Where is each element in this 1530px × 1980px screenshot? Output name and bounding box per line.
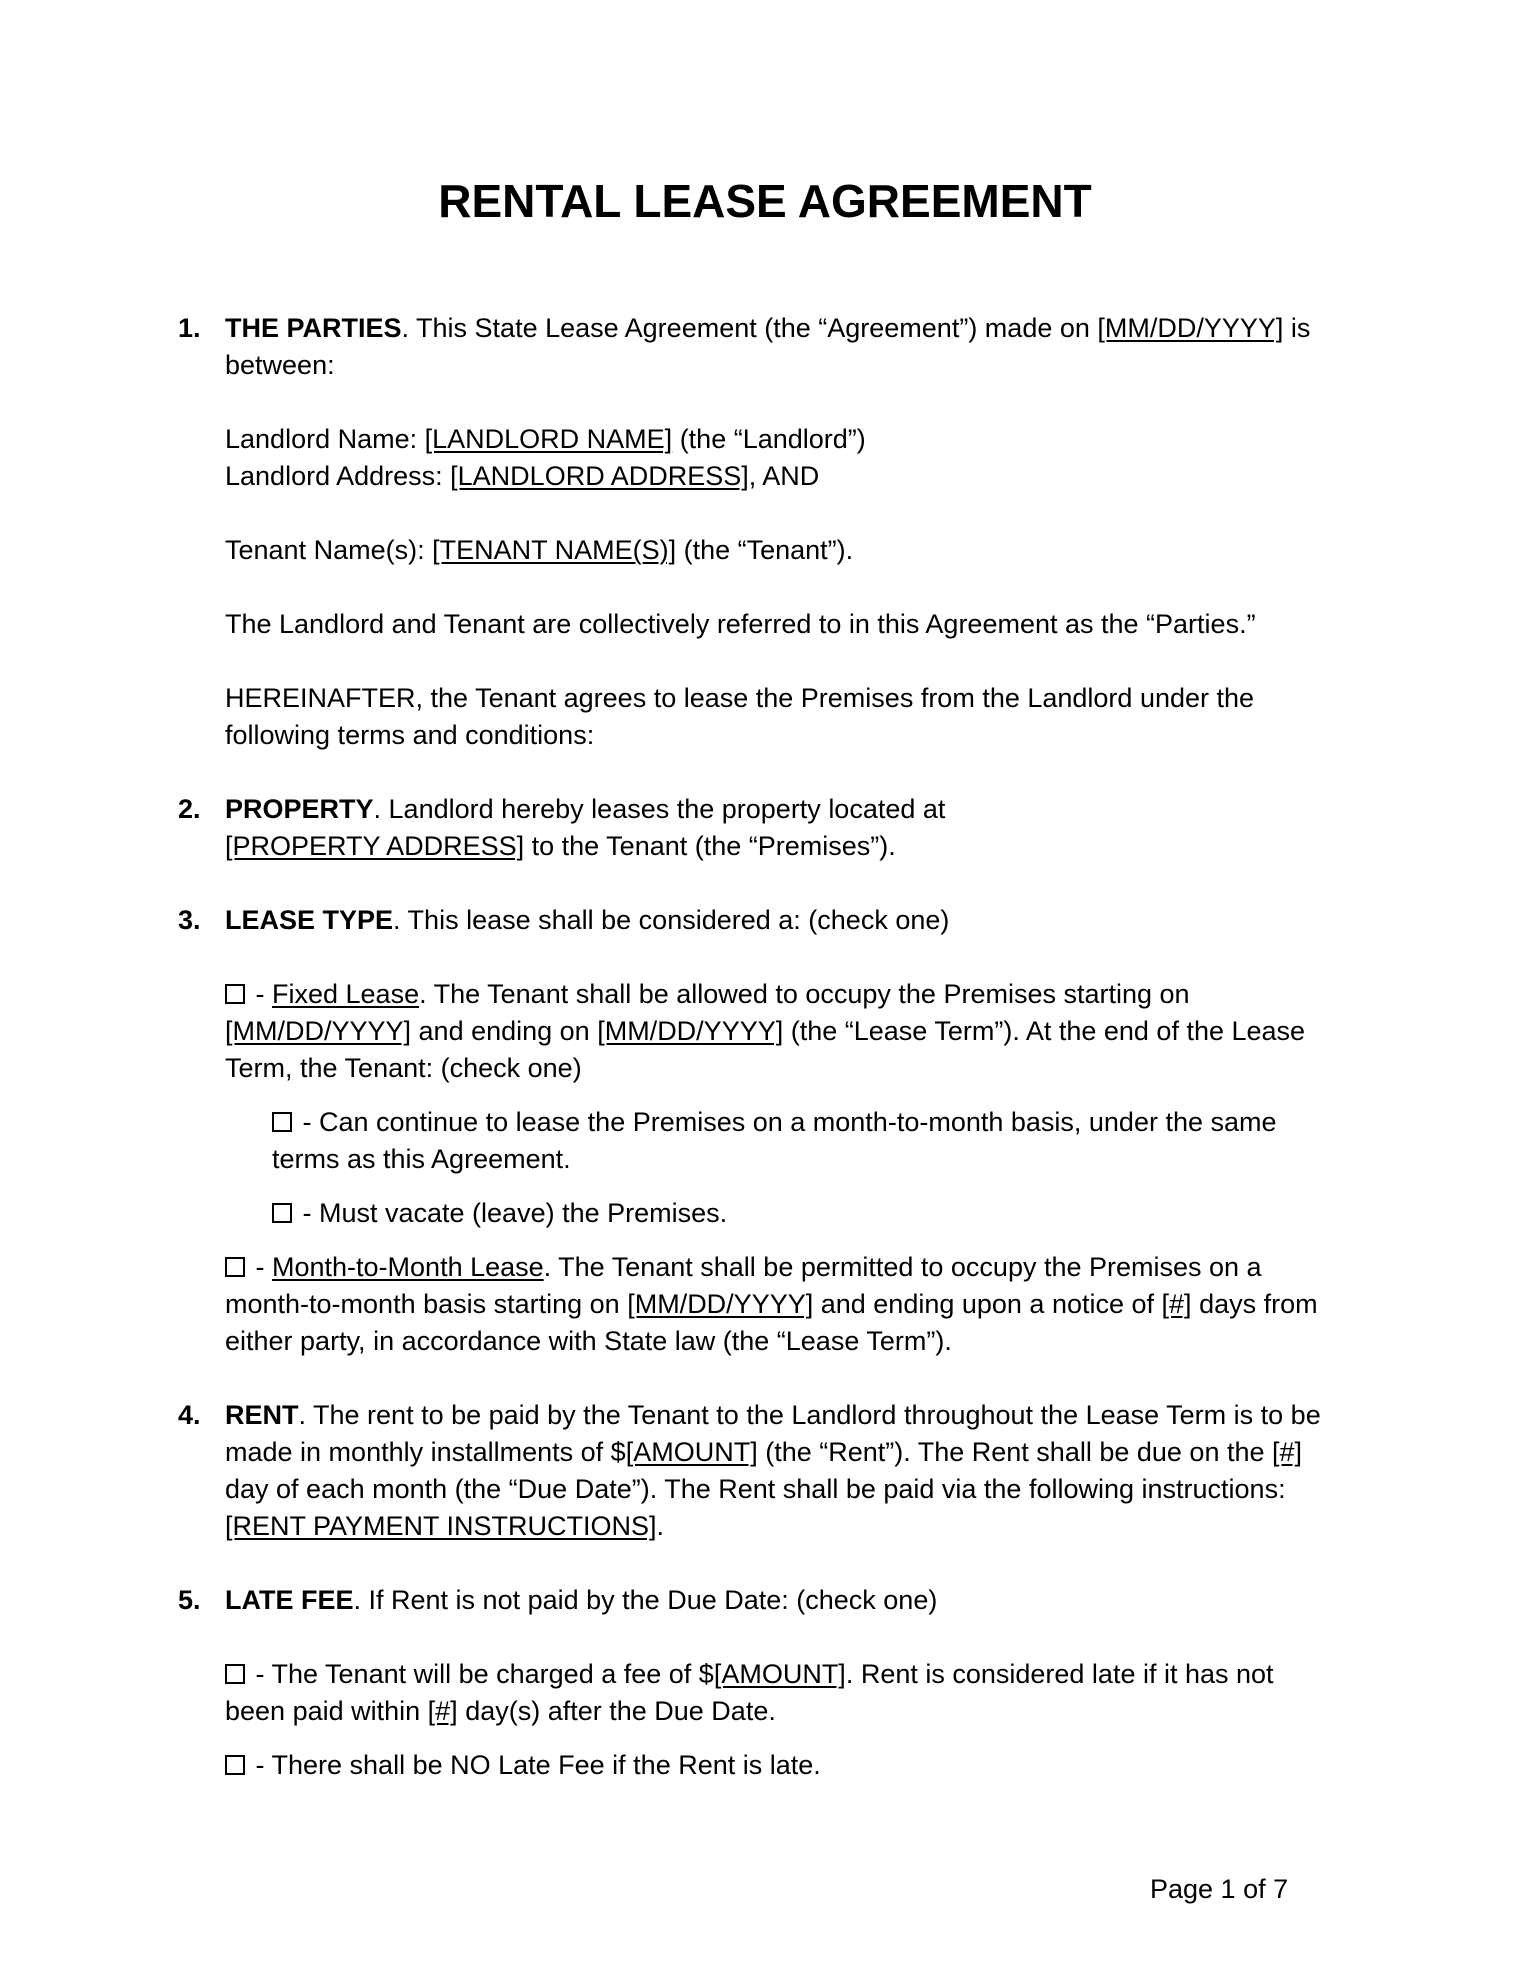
- text-run: (the “Landlord”): [672, 424, 866, 454]
- text-run: . Rent is considered late if it has not: [845, 1659, 1274, 1689]
- text-run: day(s) after the Due Date.: [457, 1696, 776, 1726]
- text-run: is: [1283, 313, 1311, 343]
- document-title: RENTAL LEASE AGREEMENT: [438, 175, 1092, 227]
- text-run: -: [248, 979, 272, 1009]
- text-line: [225, 1656, 1352, 1693]
- field-placeholder[interactable]: [#]: [1272, 1437, 1303, 1467]
- text-line: [225, 347, 1352, 384]
- text-run: - There shall be NO Late Fee if the Rent is late.: [248, 1750, 821, 1780]
- text-line: [225, 1286, 1352, 1323]
- section-rent: [178, 1397, 1352, 1545]
- section-lease-type: [178, 902, 1352, 939]
- section-number: 1.: [178, 313, 201, 343]
- text-run: (the “Tenant”).: [676, 535, 854, 565]
- checkbox-icon[interactable]: [225, 1664, 245, 1684]
- text-run: Tenant Name(s):: [225, 535, 433, 565]
- section-late-fee: [178, 1582, 1352, 1619]
- option-continue-month-to-month: [178, 1104, 1352, 1178]
- text-line: [225, 1050, 1352, 1087]
- field-placeholder[interactable]: [#]: [1161, 1289, 1192, 1319]
- section-heading: PROPERTY: [225, 794, 374, 824]
- landlord-info: [178, 421, 1352, 495]
- section-number: 5.: [178, 1585, 201, 1615]
- text-run: Landlord Name:: [225, 424, 425, 454]
- option-late-fee-charged: [178, 1656, 1352, 1730]
- text-run: Term, the Tenant: (check one): [225, 1053, 582, 1083]
- section-number: 3.: [178, 905, 201, 935]
- field-placeholder[interactable]: [AMOUNT]: [625, 1437, 758, 1467]
- text-run: made in monthly installments of $: [225, 1437, 626, 1467]
- checkbox-icon[interactable]: [272, 1203, 292, 1223]
- text-line: [225, 532, 1352, 569]
- field-placeholder[interactable]: [MM/DD/YYYY]: [225, 1016, 412, 1046]
- text-run: day of each month (the “Due Date”). The Rent shall be paid via the following instructions:: [225, 1474, 1286, 1504]
- text-run: following terms and conditions:: [225, 720, 595, 750]
- text-run: The Landlord and Tenant are collectively referred to in this Agreement as the “Parties.”: [225, 609, 1256, 639]
- text-line: [225, 1693, 1352, 1730]
- section-the-parties: [178, 310, 1352, 384]
- field-placeholder[interactable]: [#]: [427, 1696, 458, 1726]
- text-line: [225, 310, 1352, 347]
- text-run: (the “Lease Term”). At the end of the Lease: [783, 1016, 1306, 1046]
- text-line: [225, 1508, 1352, 1545]
- text-run: between:: [225, 350, 335, 380]
- text-run: . This State Lease Agreement (the “Agreement”) made on: [401, 313, 1098, 343]
- text-run: - Must vacate (leave) the Premises.: [295, 1198, 728, 1228]
- field-placeholder[interactable]: [AMOUNT]: [713, 1659, 846, 1689]
- section-number: 2.: [178, 794, 201, 824]
- text-run: been paid within: [225, 1696, 428, 1726]
- section-heading: LATE FEE: [225, 1585, 354, 1615]
- text-line: [225, 1249, 1352, 1286]
- text-line: [225, 976, 1352, 1013]
- text-run: month-to-month basis starting on: [225, 1289, 628, 1319]
- underlined-term: Fixed Lease: [272, 979, 420, 1009]
- section-heading: RENT: [225, 1400, 299, 1430]
- text-run: . If Rent is not paid by the Due Date: (check one): [353, 1585, 938, 1615]
- text-run: .: [656, 1511, 665, 1541]
- text-line: [225, 902, 1352, 939]
- text-run: . The Tenant shall be permitted to occupy the Premises on a: [543, 1252, 1262, 1282]
- field-placeholder[interactable]: [MM/DD/YYYY]: [1097, 313, 1284, 343]
- section-property: [178, 791, 1352, 865]
- text-line: [225, 680, 1352, 717]
- text-run: . The rent to be paid by the Tenant to the Landlord throughout the Lease Term is to be: [298, 1400, 1321, 1430]
- text-run: -: [248, 1252, 272, 1282]
- text-run: . Landlord hereby leases the property located at: [373, 794, 946, 824]
- text-run: either party, in accordance with State law (the “Lease Term”).: [225, 1326, 952, 1356]
- field-placeholder[interactable]: [MM/DD/YYYY]: [597, 1016, 784, 1046]
- text-run: and ending upon a notice of: [813, 1289, 1162, 1319]
- text-line: [225, 791, 1352, 828]
- checkbox-icon[interactable]: [272, 1112, 292, 1132]
- field-placeholder[interactable]: [LANDLORD NAME]: [424, 424, 673, 454]
- section-heading: LEASE TYPE: [225, 905, 394, 935]
- option-must-vacate: [178, 1195, 1352, 1232]
- text-line: [225, 421, 1352, 458]
- text-run: and ending on: [411, 1016, 598, 1046]
- text-line: [225, 1747, 1352, 1784]
- text-line: [272, 1104, 1352, 1141]
- text-run: Landlord Address:: [225, 461, 451, 491]
- text-line: [225, 1434, 1352, 1471]
- tenant-info: [178, 532, 1352, 569]
- text-line: [225, 1397, 1352, 1434]
- text-line: [225, 717, 1352, 754]
- field-placeholder[interactable]: [LANDLORD ADDRESS]: [450, 461, 749, 491]
- document-body: [178, 310, 1352, 1784]
- text-line: [225, 1582, 1352, 1619]
- text-run: . The Tenant shall be allowed to occupy the Premises starting on: [419, 979, 1190, 1009]
- underlined-term: Month-to-Month Lease: [272, 1252, 544, 1282]
- hereinafter-clause: [178, 680, 1352, 754]
- field-placeholder[interactable]: [MM/DD/YYYY]: [627, 1289, 814, 1319]
- checkbox-icon[interactable]: [225, 1755, 245, 1775]
- option-no-late-fee: [178, 1747, 1352, 1784]
- text-run: - The Tenant will be charged a fee of $: [248, 1659, 714, 1689]
- page-number: Page 1 of 7: [1150, 1874, 1289, 1904]
- field-placeholder[interactable]: [PROPERTY ADDRESS]: [225, 831, 525, 861]
- section-number: 4.: [178, 1400, 201, 1430]
- text-run: days from: [1191, 1289, 1318, 1319]
- text-run: (the “Rent”). The Rent shall be due on the: [757, 1437, 1272, 1467]
- text-line: [225, 606, 1352, 643]
- parties-clause: [178, 606, 1352, 643]
- text-run: - Can continue to lease the Premises on a month-to-month basis, under the same: [295, 1107, 1277, 1137]
- checkbox-icon[interactable]: [225, 984, 245, 1004]
- text-run: , AND: [748, 461, 820, 491]
- option-fixed-lease: [178, 976, 1352, 1087]
- text-run: . This lease shall be considered a: (check one): [393, 905, 950, 935]
- field-placeholder[interactable]: [TENANT NAME(S)]: [432, 535, 677, 565]
- text-line: [272, 1195, 1352, 1232]
- text-line: [225, 1471, 1352, 1508]
- text-line: [225, 1323, 1352, 1360]
- section-heading: THE PARTIES: [225, 313, 402, 343]
- checkbox-icon[interactable]: [225, 1257, 245, 1277]
- text-line: [225, 828, 1352, 865]
- option-month-to-month-lease: [178, 1249, 1352, 1360]
- text-run: HEREINAFTER, the Tenant agrees to lease the Premises from the Landlord under the: [225, 683, 1255, 713]
- text-run: to the Tenant (the “Premises”).: [524, 831, 896, 861]
- text-line: [272, 1141, 1352, 1178]
- text-run: terms as this Agreement.: [272, 1144, 571, 1174]
- text-line: [225, 458, 1352, 495]
- text-line: [225, 1013, 1352, 1050]
- field-placeholder[interactable]: [RENT PAYMENT INSTRUCTIONS]: [225, 1511, 657, 1541]
